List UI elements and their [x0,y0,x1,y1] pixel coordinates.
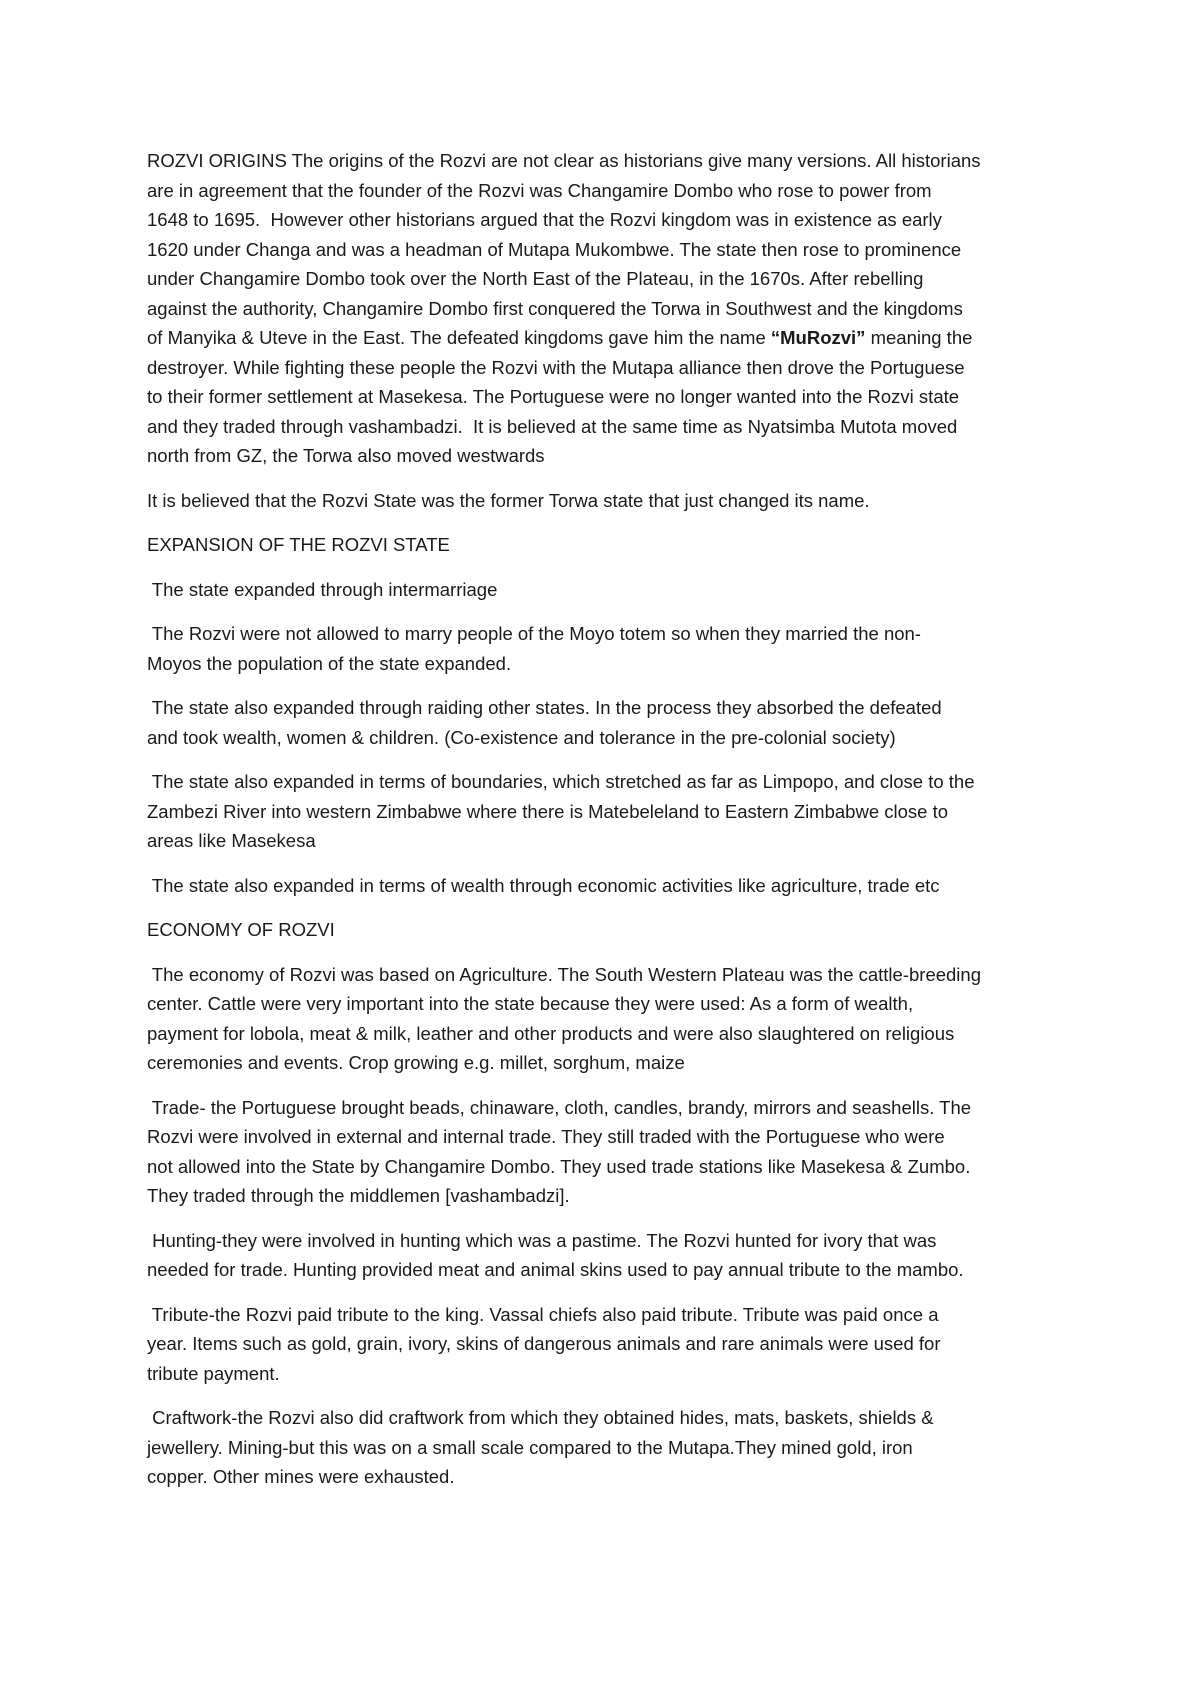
section-heading: EXPANSION OF THE ROZVI STATE [147,534,450,555]
text-line: Craftwork-the Rozvi also did craftwork from which they obtained hides, mats, baskets, shields & [147,1407,934,1428]
text-line: They traded through the middlemen [vashambadzi]. [147,1185,570,1206]
text-line: Hunting-they were involved in hunting which was a pastime. The Rozvi hunted for ivory that was [147,1229,937,1251]
text-line: The Rozvi were not allowed to marry people of the Moyo totem so when they married the non- [147,623,921,644]
paragraph-intermarriage [147,575,1067,605]
paragraph-wealth [147,871,1067,901]
text-line: The state also expanded in terms of wealth through economic activities like agriculture, trade etc [147,874,940,896]
text-line: to their former settlement at Masekesa. The Portuguese were no longer wanted into the Rozvi state [147,386,960,407]
text-line: The state expanded through intermarriage [147,578,498,600]
text-line: against the authority, Changamire Dombo first conquered the Torwa in Southwest and the kingdoms [147,297,963,319]
heading-expansion [147,530,1067,560]
heading-economy [147,915,1067,945]
paragraph-craftwork [147,1403,1067,1492]
paragraph-hunting [147,1226,1067,1285]
text-line: It is believed that the Rozvi State was the former Torwa state that just changed its name. [147,489,870,511]
text-line: ROZVI ORIGINS The origins of the Rozvi are not clear as historians give many versions. All historians [147,150,981,171]
text-line: Trade- the Portuguese brought beads, chinaware, cloth, candles, brandy, mirrors and seashells. The [147,1096,972,1118]
text-line: Moyos the population of the state expanded. [147,652,512,674]
text-line: The state also expanded in terms of boundaries, which stretched as far as Limpopo, and close to the [147,771,975,792]
text-line: copper. Other mines were exhausted. [147,1466,455,1487]
text-line: The state also expanded through raiding other states. In the process they absorbed the defeated [147,697,942,718]
paragraph-former-torwa [147,486,1067,516]
text-fragment: of Manyika & Uteve in the East. The defeated kingdoms gave him the name [147,327,771,348]
paragraph-boundaries [147,767,1067,856]
text-line: ceremonies and events. Crop growing e.g. millet, sorghum, maize [147,1052,685,1073]
text-line: year. Items such as gold, grain, ivory, skins of dangerous animals and rare animals were used for [147,1333,941,1354]
text-line: payment for lobola, meat & milk, leather and other products and were also slaughtered on religious [147,1022,955,1044]
text-line: 1620 under Changa and was a headman of Mutapa Mukombwe. The state then rose to prominence [147,238,962,260]
text-line: needed for trade. Hunting provided meat and animal skins used to pay annual tribute to the mambo. [147,1259,964,1280]
paragraph-trade [147,1093,1067,1211]
text-line: center. Cattle were very important into the state because they were used: As a form of wealth, [147,993,914,1014]
paragraph-raiding [147,693,1067,752]
text-line: Rozvi were involved in external and internal trade. They still traded with the Portuguese who were [147,1126,945,1147]
text-line: tribute payment. [147,1362,280,1384]
text-line: and took wealth, women & children. (Co-existence and tolerance in the pre-colonial society) [147,726,896,748]
paragraph-rozvi-origins [147,146,1067,471]
text-line: Zambezi River into western Zimbabwe where there is Matebeleland to Eastern Zimbabwe close to [147,800,949,822]
text-line: destroyer. While fighting these people the Rozvi with the Mutapa alliance then drove the Portuguese [147,356,965,378]
text-line: north from GZ, the Torwa also moved westwards [147,445,545,466]
text-line: areas like Masekesa [147,830,316,851]
text-line-murozvi [147,323,1067,353]
text-line: Tribute-the Rozvi paid tribute to the king. Vassal chiefs also paid tribute. Tribute was paid once a [147,1303,939,1325]
text-line: under Changamire Dombo took over the North East of the Plateau, in the 1670s. After rebelling [147,268,924,289]
text-line: The economy of Rozvi was based on Agriculture. The South Western Plateau was the cattle-breeding [147,963,981,985]
murozvi-term: “MuRozvi” [770,327,866,348]
text-line: are in agreement that the founder of the Rozvi was Changamire Dombo who rose to power from [147,179,932,201]
text-line: not allowed into the State by Changamire Dombo. They used trade stations like Masekesa & Zumbo. [147,1155,971,1177]
paragraph-agriculture [147,960,1067,1078]
paragraph-moyo-totem [147,619,1067,678]
document-body [147,146,1067,1507]
paragraph-tribute [147,1300,1067,1389]
text-fragment: meaning the [865,327,973,348]
section-heading: ECONOMY OF ROZVI [147,919,335,940]
text-line: jewellery. Mining-but this was on a small scale compared to the Mutapa.They mined gold, iron [147,1436,913,1458]
text-line: 1648 to 1695. However other historians argued that the Rozvi kingdom was in existence as early [147,209,942,230]
text-line: and they traded through vashambadzi. It is believed at the same time as Nyatsimba Mutota moved [147,415,958,437]
